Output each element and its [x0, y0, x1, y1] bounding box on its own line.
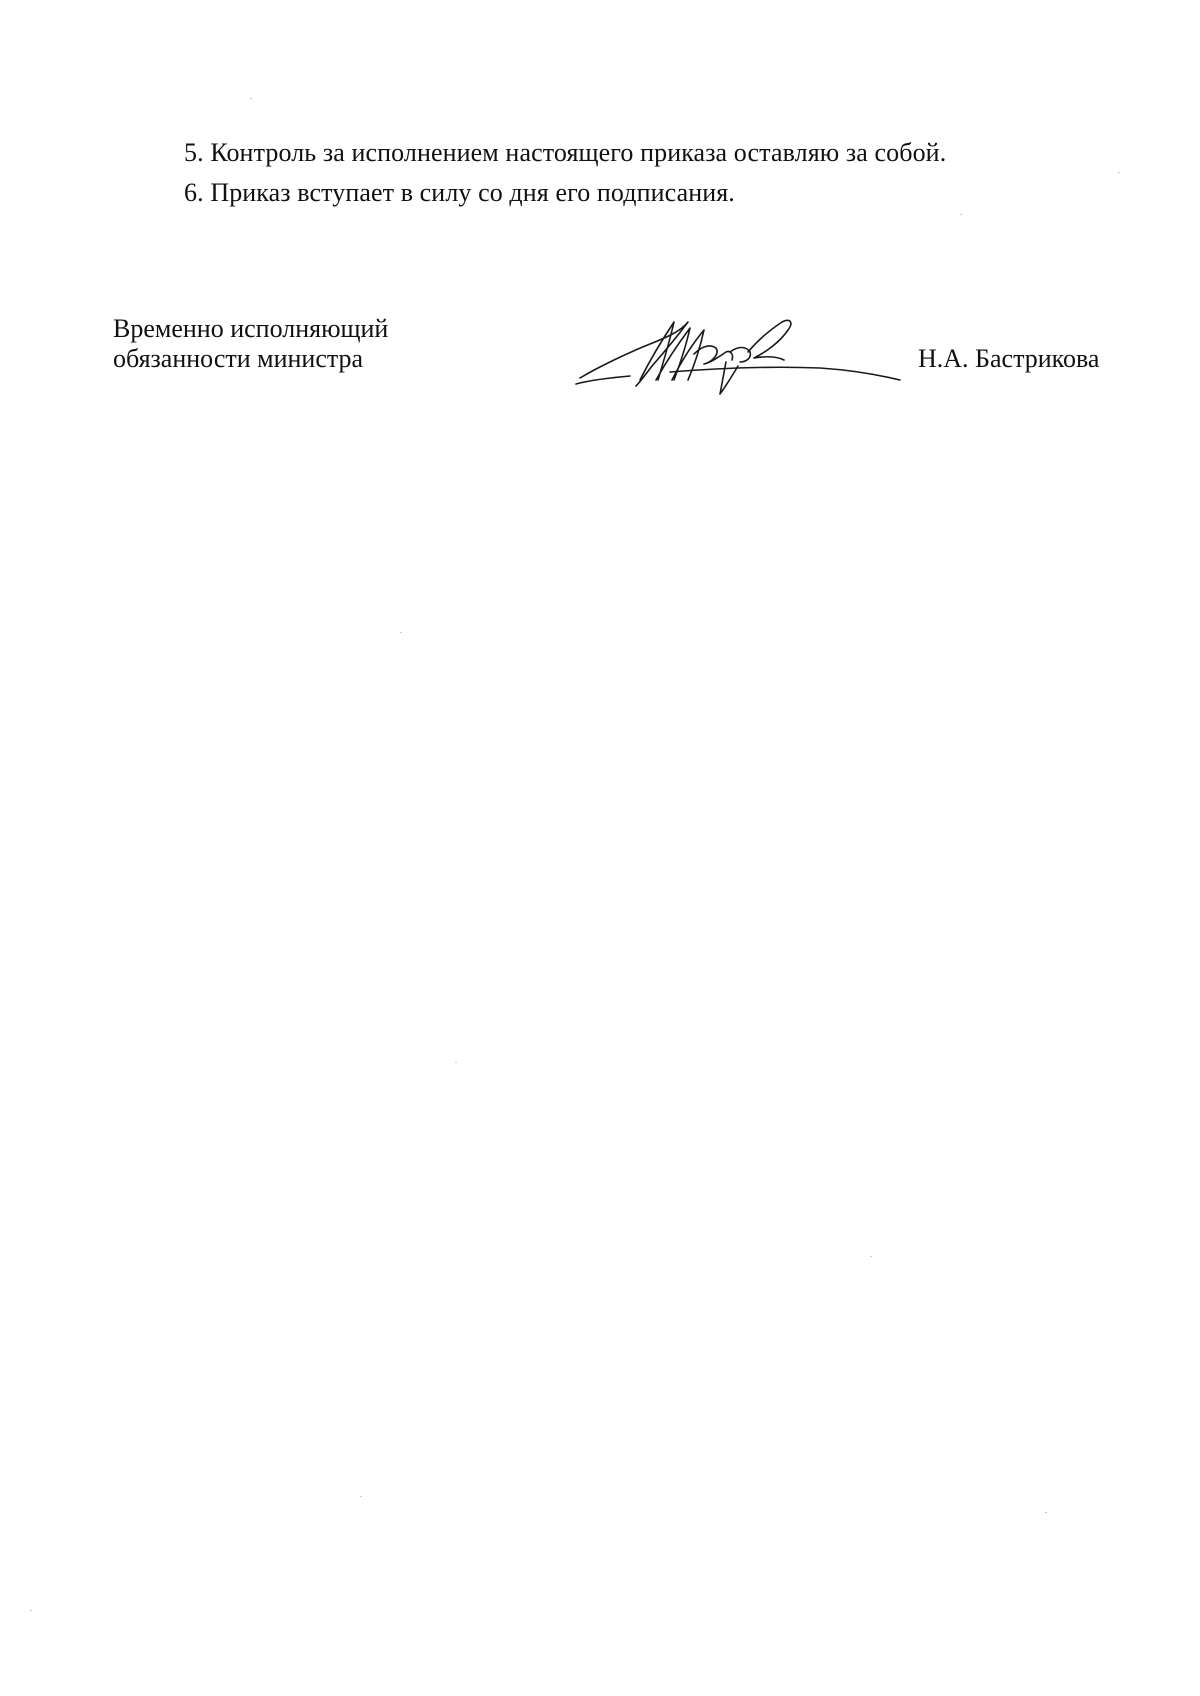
signer-name: Н.А. Бастрикова: [918, 344, 1100, 373]
scan-speck: [400, 632, 402, 633]
paragraph-5: [184, 138, 946, 168]
position-line-2: обязанности министра: [113, 344, 364, 373]
position-line-1: Временно исполняющий: [113, 314, 389, 343]
scan-speck: [360, 1496, 362, 1497]
scan-speck: [30, 1610, 32, 1611]
scan-speck: [1045, 1512, 1047, 1513]
scan-speck: [870, 1256, 872, 1257]
paragraph-number: 6.: [184, 178, 204, 207]
scan-speck: [250, 98, 252, 99]
scan-speck: [455, 1062, 457, 1063]
scan-speck: [1118, 172, 1120, 173]
signatory-position: [113, 314, 388, 374]
paragraph-number: 5.: [184, 138, 204, 167]
paragraph-text: Приказ вступает в силу со дня его подписания.: [210, 178, 735, 207]
paragraph-text: Контроль за исполнением настоящего приказа оставляю за собой.: [210, 138, 947, 167]
handwritten-signature: [570, 300, 910, 400]
scan-speck: [960, 214, 962, 215]
paragraph-6: [184, 178, 735, 208]
